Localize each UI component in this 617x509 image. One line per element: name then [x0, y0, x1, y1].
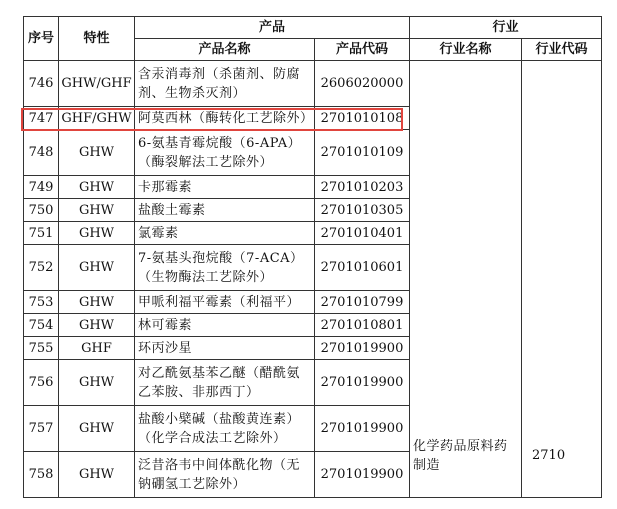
row-seq-cell: 751	[24, 222, 59, 245]
row-feature-cell: GHW	[59, 406, 135, 452]
row-seq-cell: 748	[24, 130, 59, 176]
header-industry-group: 行业	[410, 17, 602, 39]
row-feature-cell: GHF	[59, 337, 135, 360]
row-seq-cell: 754	[24, 314, 59, 337]
row-product-name-cell: 氯霉素	[135, 222, 315, 245]
row-product-name-cell: 盐酸土霉素	[135, 199, 315, 222]
row-seq-cell: 756	[24, 360, 59, 406]
row-seq-cell: 747	[24, 107, 59, 130]
row-seq-cell: 757	[24, 406, 59, 452]
row-feature-cell: GHW	[59, 199, 135, 222]
row-product-code-cell: 2701019900	[315, 406, 410, 452]
row-product-name-cell: 甲哌利福平霉素（利福平）	[135, 291, 315, 314]
row-feature-cell: GHW	[59, 130, 135, 176]
row-product-code-cell: 2701010305	[315, 199, 410, 222]
row-feature-cell: GHW	[59, 360, 135, 406]
row-seq-cell: 750	[24, 199, 59, 222]
row-product-code-cell: 2606020000	[315, 61, 410, 107]
row-feature-cell: GHF/GHW	[59, 107, 135, 130]
row-product-name-cell: 7-氨基头孢烷酸（7-ACA）（生物酶法工艺除外）	[135, 245, 315, 291]
header-industry-name: 行业名称	[410, 39, 522, 61]
industry-code-cell: 2710	[522, 61, 602, 498]
row-product-code-cell: 2701010203	[315, 176, 410, 199]
header-product-group: 产品	[135, 17, 410, 39]
row-feature-cell: GHW	[59, 222, 135, 245]
row-product-code-cell: 2701010108	[315, 107, 410, 130]
industry-name-cell: 化学药品原料药制造	[410, 61, 522, 498]
row-feature-cell: GHW	[59, 245, 135, 291]
row-feature-cell: GHW	[59, 452, 135, 498]
table-row	[24, 61, 602, 107]
row-seq-cell: 752	[24, 245, 59, 291]
row-feature-cell: GHW/GHF	[59, 61, 135, 107]
header-product-name: 产品名称	[135, 39, 315, 61]
row-feature-cell: GHW	[59, 314, 135, 337]
row-product-name-cell: 对乙酰氨基苯乙醚（醋酰氨乙苯胺、非那西丁）	[135, 360, 315, 406]
row-seq-cell: 746	[24, 61, 59, 107]
row-product-name-cell: 6-氨基青霉烷酸（6-APA）（酶裂解法工艺除外）	[135, 130, 315, 176]
row-seq-cell: 758	[24, 452, 59, 498]
row-feature-cell: GHW	[59, 176, 135, 199]
product-industry-table	[23, 16, 602, 498]
row-product-name-cell: 环丙沙星	[135, 337, 315, 360]
row-product-name-cell: 卡那霉素	[135, 176, 315, 199]
header-industry-code: 行业代码	[522, 39, 602, 61]
row-product-name-cell: 阿莫西林（酶转化工艺除外）	[135, 107, 315, 130]
header-seq: 序号	[24, 17, 59, 61]
row-product-code-cell: 2701019900	[315, 452, 410, 498]
row-product-code-cell: 2701019900	[315, 337, 410, 360]
row-product-name-cell: 林可霉素	[135, 314, 315, 337]
row-feature-cell: GHW	[59, 291, 135, 314]
row-product-code-cell: 2701010799	[315, 291, 410, 314]
row-product-name-cell: 泛昔洛韦中间体酰化物（无钠硼氢工艺除外）	[135, 452, 315, 498]
row-product-name-cell: 盐酸小檗碱（盐酸黄连素）（化学合成法工艺除外）	[135, 406, 315, 452]
row-product-code-cell: 2701010801	[315, 314, 410, 337]
row-seq-cell: 749	[24, 176, 59, 199]
row-seq-cell: 753	[24, 291, 59, 314]
row-product-code-cell: 2701019900	[315, 360, 410, 406]
header-product-code: 产品代码	[315, 39, 410, 61]
header-feature: 特性	[59, 17, 135, 61]
row-product-code-cell: 2701010601	[315, 245, 410, 291]
row-product-code-cell: 2701010109	[315, 130, 410, 176]
row-seq-cell: 755	[24, 337, 59, 360]
row-product-code-cell: 2701010401	[315, 222, 410, 245]
row-product-name-cell: 含汞消毒剂（杀菌剂、防腐剂、生物杀灭剂）	[135, 61, 315, 107]
